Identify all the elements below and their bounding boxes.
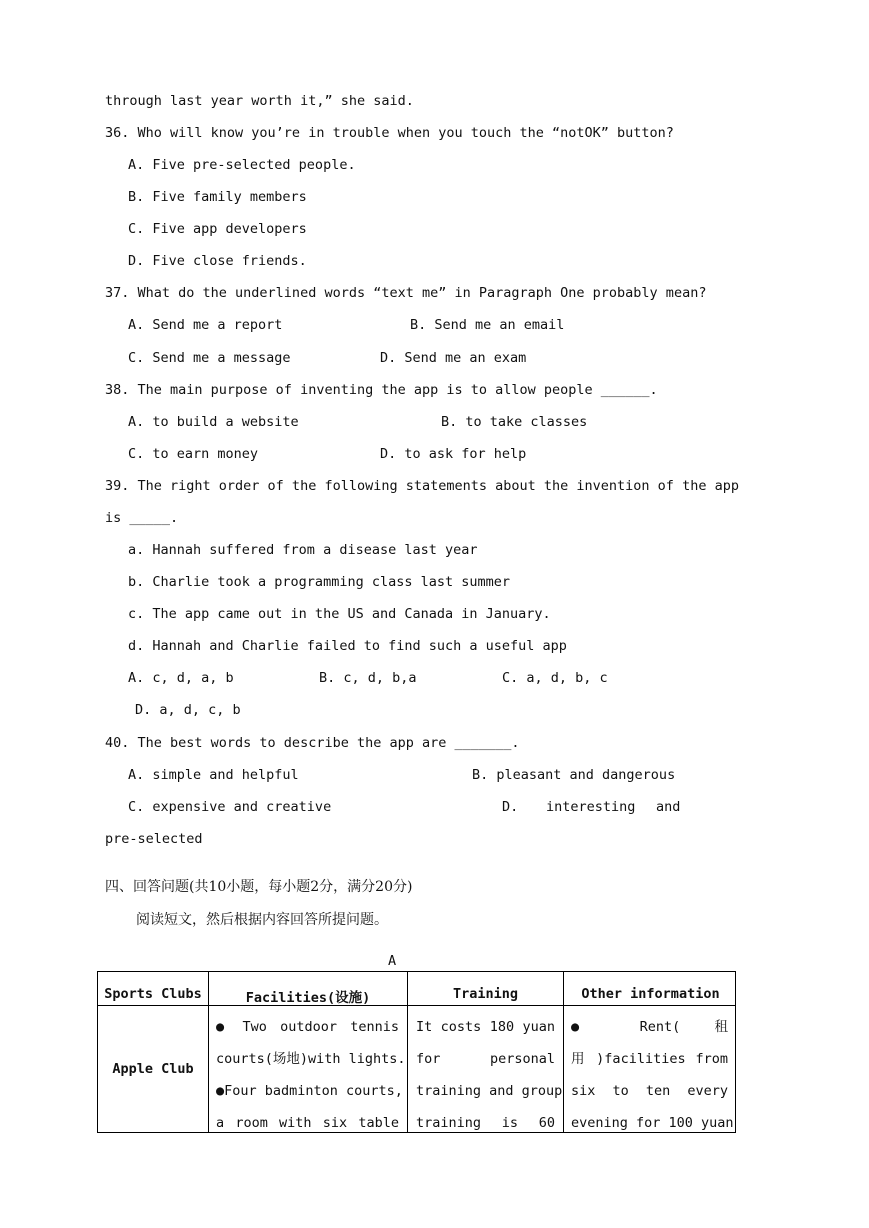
q37-option-b: B. Send me an email [410,317,565,333]
header-sports-clubs: Sports Clubs [104,986,202,1002]
q40-option-d-word2: and [656,799,681,815]
cell-other-information [571,1011,734,1139]
q36-option-d: D. Five close friends. [128,253,307,269]
header-other-information: Other information [581,986,720,1002]
q40-option-c: C. expensive and creative [128,799,332,815]
q40-option-b: B. pleasant and dangerous [472,767,676,783]
other-line: six to ten every [571,1083,728,1099]
section-heading: 四、回答问题(共10小题，每小题2分，满分20分) [105,879,413,895]
q37-option-c: C. Send me a message [128,350,291,366]
q38-option-b: B. to take classes [441,414,588,430]
header-facilities: Facilities(设施) [245,990,371,1006]
question-40: 40. The best words to describe the app are _______. [105,735,520,751]
q37-option-d: D. Send me an exam [380,350,527,366]
section-instruction: 阅读短文，然后根据内容回答所提问题。 [136,912,388,928]
facilities-line: ● Two outdoor tennis [216,1019,399,1035]
q39-option-a: A. c, d, a, b [128,670,234,686]
header-training: Training [452,986,519,1002]
q36-option-c: C. Five app developers [128,221,307,237]
q38-option-c: C. to earn money [128,446,259,462]
facilities-line: a room with six table [216,1115,399,1131]
q39-option-b: B. c, d, b,a [319,670,417,686]
training-line: training and group [416,1083,563,1099]
q39-option-d: D. a, d, c, b [135,702,241,718]
q38-option-d: D. to ask for help [380,446,527,462]
q38-option-a: A. to build a website [128,414,299,430]
question-39-line2: is _____. [105,510,179,526]
q36-option-b: B. Five family members [128,189,307,205]
cell-training [416,1011,563,1139]
sports-clubs-table [97,971,736,1133]
q40-option-d-label: D. [502,799,519,815]
facilities-line: ●Four badminton courts, [216,1083,403,1099]
training-line: It costs 180 yuan [416,1019,555,1035]
facilities-line: courts(场地)with lights. [216,1051,406,1067]
q39-statement-a: a. Hannah suffered from a disease last year [128,542,478,558]
q37-option-a: A. Send me a report [128,317,283,333]
cell-facilities [216,1011,406,1139]
training-line: for personal [416,1051,555,1067]
q39-statement-c: c. The app came out in the US and Canada in January. [128,606,551,622]
q39-statement-d: d. Hannah and Charlie failed to find such a useful app [128,638,567,654]
q40-option-a: A. simple and helpful [128,767,299,783]
other-line: 用 )facilities from [571,1051,728,1067]
question-38: 38. The main purpose of inventing the app is to allow people ______. [105,382,658,398]
passage-end: through last year worth it,” she said. [105,93,414,109]
q40-option-d-wrap: pre-selected [105,831,203,847]
passage-label: A [388,953,397,969]
other-line: evening for 100 yuan [571,1115,734,1131]
question-39-line1: 39. The right order of the following statements about the invention of the app [105,478,739,494]
training-line: training is 60 [416,1115,555,1131]
other-line: ● Rent( 租 [571,1019,728,1035]
q40-option-d-word1: interesting [546,799,636,815]
question-36: 36. Who will know you’re in trouble when you touch the “notOK” button? [105,125,674,141]
q39-statement-b: b. Charlie took a programming class last summer [128,574,511,590]
q39-option-c: C. a, d, b, c [502,670,608,686]
cell-club-name: Apple Club [112,1061,194,1077]
q36-option-a: A. Five pre-selected people. [128,157,356,173]
question-37: 37. What do the underlined words “text me” in Paragraph One probably mean? [105,285,707,301]
